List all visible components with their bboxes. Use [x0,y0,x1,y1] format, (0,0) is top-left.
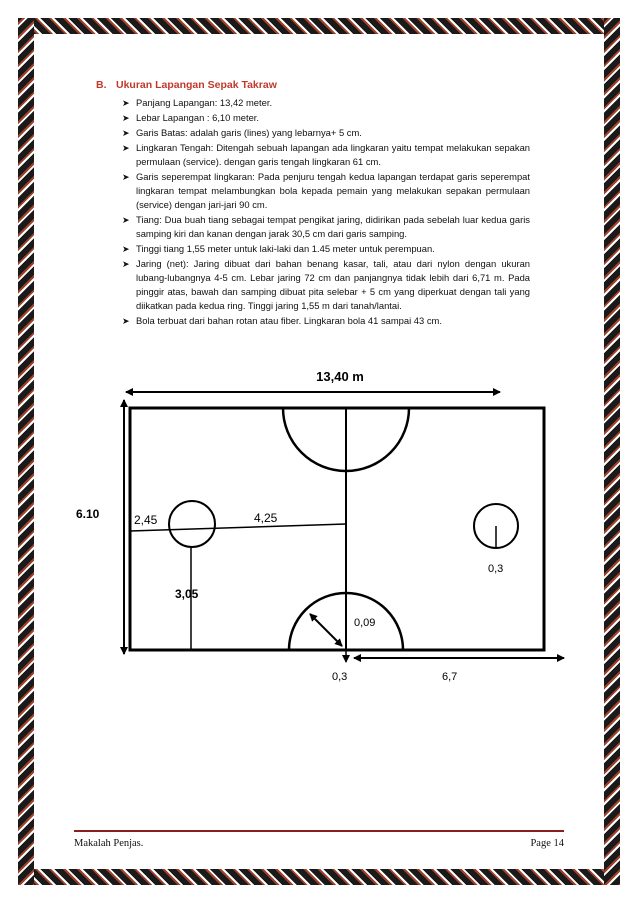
court-diagram [70,364,570,694]
page-number: Page 14 [530,838,564,849]
section-letter: B. [96,79,107,91]
list-item: ➤ Tiang: Dua buah tiang sebagai tempat pengikat jaring, didirikan pada sebelah luar kedua garis samping kiri dan kanan dengan jarak 30,5 cm dari garis samping. [122,214,530,239]
list-item: ➤ Lingkaran Tengah: Ditengah sebuah lapangan ada lingkaran yaitu tempat melakukan sepakan permulaan (service). dengan garis tengah lingkaran 61 cm. [122,142,530,167]
bottom-left-label: 0,3 [332,671,348,683]
decorative-border-top [18,18,620,34]
left-to-center-line [130,524,346,531]
vertical-label: 3,05 [175,587,199,601]
decorative-border-right [604,18,620,885]
arc-radius-label: 0,09 [354,617,376,629]
list-item: ➤ Bola terbuat dari bahan rotan atau fiber. Lingkaran bola 41 sampai 43 cm. [122,315,442,326]
bottom-right-label: 6,7 [442,671,458,683]
page-footer [74,830,564,849]
center-line-label: 4,25 [254,511,278,525]
section-title: Ukuran Lapangan Sepak Takraw [116,79,277,91]
arrow-bullet-icon: ➤ [122,316,130,326]
list-item: ➤ Jaring (net): Jaring dibuat dari bahan benang kasar, tali, atau dari nylon dengan ukuran lubang-lubangnya 4-5 cm. Lebar jaring 72 cm dan panjangnya tidak lebih dari 6,71 m. Pada pinggir atas, bawah dan samping dibuat pita selebar + 5 cm yang diperkuat dengan tali yang diikatkan pada kedua ring. Tinggi jaring 1,55 m dari tanah/lantai. [122,258,530,311]
arrow-bullet-icon: ➤ [122,244,130,254]
left-circle-label: 2,45 [134,513,158,527]
arc-radius-arrow [310,614,342,646]
list-item: ➤ Tinggi tiang 1,55 meter untuk laki-laki dan 1.45 meter untuk perempuan. [122,243,435,254]
bullet-list [96,96,530,328]
arrow-bullet-icon: ➤ [122,98,130,108]
arrow-bullet-icon: ➤ [122,259,130,269]
left-service-circle [169,501,215,547]
page-content [96,78,530,329]
width-label: 6.10 [76,507,100,521]
arrow-bullet-icon: ➤ [122,113,130,123]
right-circle-label: 0,3 [488,563,504,575]
footer-left-text: Makalah Penjas. [74,838,144,849]
arrow-bullet-icon: ➤ [122,143,130,153]
arrow-bullet-icon: ➤ [122,172,130,182]
arrow-bullet-icon: ➤ [122,215,130,225]
list-item: ➤ Garis seperempat lingkaran: Pada penjuru tengah kedua lapangan terdapat garis seperempat lingkaran tempat melambungkan bola kepada pemain yang melakukan sepakan permulaan (service) dengan jari-jari 90 cm. [122,171,530,210]
list-item: ➤ Garis Batas: adalah garis (lines) yang lebarnya+ 5 cm. [122,127,362,138]
list-item: ➤ Lebar Lapangan : 6,10 meter. [122,112,260,123]
decorative-border-bottom [18,869,620,885]
list-item: ➤ Panjang Lapangan: 13,42 meter. [122,97,273,108]
decorative-border-left [18,18,34,885]
section-heading [96,78,530,92]
arrow-bullet-icon: ➤ [122,128,130,138]
length-label: 13,40 m [316,369,364,384]
